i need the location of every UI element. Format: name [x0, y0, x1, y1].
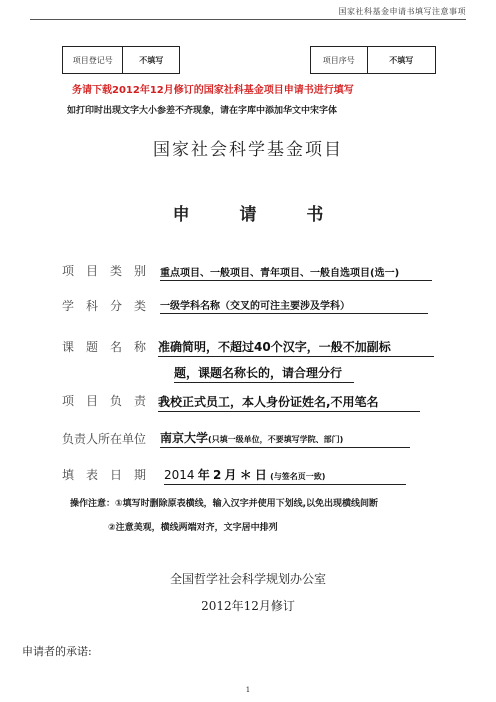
- unit-label: 负责人所在单位: [62, 432, 147, 446]
- leader-label: 项 目 负 责 人: [62, 394, 171, 408]
- unit-note: (只填一级单位，不要填写学院、部门): [208, 435, 344, 444]
- office-name: 全国哲学社会科学规划办公室: [169, 572, 326, 586]
- date-month: 2: [212, 468, 222, 482]
- discipline-label: 学 科 分 类: [62, 299, 147, 313]
- discipline-value: 一级学科名称（交叉的可注主要涉及学科）: [160, 297, 428, 314]
- running-header: 国家社科基金申请书填写注意事项: [338, 7, 466, 16]
- header-divider: [30, 19, 466, 20]
- document-subtitle: [0, 200, 496, 225]
- date-month-unit: 月: [224, 468, 237, 482]
- ops-note-2: ②注意美观，横线两端对齐，文字居中排列: [108, 523, 278, 533]
- date-day: ＊: [239, 468, 252, 482]
- date-year-unit: 年: [197, 468, 210, 482]
- page-number: 1: [245, 686, 251, 694]
- unit-value-line: [160, 429, 410, 448]
- subtitle-char-2: 请: [239, 205, 257, 225]
- category-label: 项 目 类 别: [62, 264, 147, 278]
- reg-number-box: [62, 46, 180, 74]
- reg-number-label: 项目登记号: [63, 47, 123, 73]
- date-note: (与签名页一致): [270, 472, 326, 481]
- seq-number-label: 项目序号: [311, 47, 368, 73]
- unit-value: 南京大学: [160, 431, 209, 445]
- topic-value-line2: 题，课题名称长的，请合理分行: [174, 364, 354, 383]
- category-value: 重点项目、一般项目、青年项目、一般自选项目(选一): [160, 264, 432, 281]
- document-title: 国家社会科学基金项目: [153, 140, 343, 160]
- subtitle-char-3: 书: [306, 205, 324, 225]
- ops-note-1: 操作注意：①填写时删除原表横线，输入汉字并使用下划线,以免出现横线间断: [70, 499, 379, 509]
- date-day-unit: 日: [254, 468, 267, 482]
- reg-number-value: 不填写: [139, 55, 164, 65]
- topic-label: 课 题 名 称: [62, 340, 147, 354]
- seq-number-value: 不填写: [389, 55, 414, 65]
- subtitle-char-1: 申: [172, 205, 190, 225]
- date-year: 2014: [164, 468, 195, 482]
- pledge-heading: 申请者的承诺:: [22, 645, 92, 658]
- topic-value-line1: 准确简明，不超过40个汉字，一般不加副标: [158, 338, 434, 357]
- date-value-line: [164, 466, 406, 485]
- download-warning: 务请下载2012年12月修订的国家社科基金项目申请书进行填写: [72, 85, 354, 96]
- font-note: 如打印时出现文字大小参差不齐现象，请在字库中添加华文中宋字体: [67, 106, 338, 116]
- leader-value: 我校正式员工，本人身份证姓名,不用笔名: [158, 393, 420, 412]
- revision-date: 2012年12月修订: [201, 599, 295, 613]
- seq-number-box: [310, 46, 436, 74]
- date-label: 填 表 日 期: [62, 468, 147, 482]
